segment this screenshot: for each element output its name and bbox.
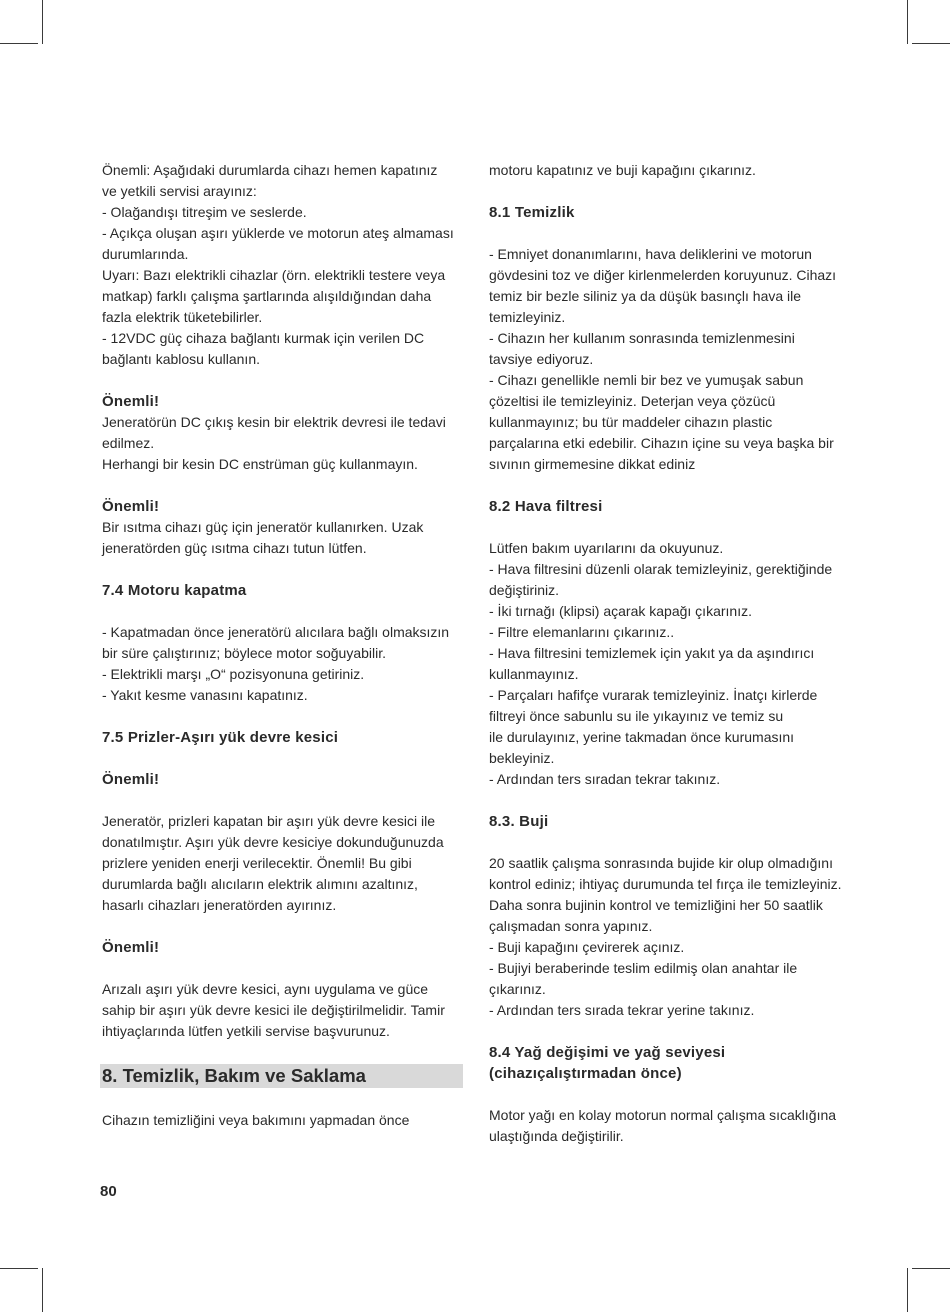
crop-mark bbox=[0, 1268, 38, 1269]
text-line: Uyarı: Bazı elektrikli cihazlar (örn. elektrikli testere veya bbox=[102, 267, 446, 283]
text-line: çözeltisi ile temizleyiniz. Deterjan veya çözücü bbox=[489, 393, 776, 409]
text-line: kontrol ediniz; ihtiyaç durumunda tel fırça ile temizleyiniz. bbox=[489, 876, 842, 892]
crop-mark bbox=[42, 0, 43, 44]
paragraph-warning-intro bbox=[102, 160, 464, 370]
text-line: sıvının girmemesine dikkat ediniz bbox=[489, 456, 696, 472]
text-line: Bir ısıtma cihazı güç için jeneratör kullanırken. Uzak bbox=[102, 519, 424, 535]
text-line: - Cihazın her kullanım sonrasında temizlenmesini bbox=[489, 330, 795, 346]
text-line: - Cihazı genellikle nemli bir bez ve yumuşak sabun bbox=[489, 372, 804, 388]
text-line: - Kapatmadan önce jeneratörü alıcılara bağlı olmaksızın bbox=[102, 624, 450, 640]
heading-7-4: 7.4 Motoru kapatma bbox=[102, 582, 247, 599]
text-line: - Hava filtresini düzenli olarak temizleyiniz, gerektiğinde bbox=[489, 561, 833, 577]
text-line: sahip bir aşırı yük devre kesici ile değiştirilmelidir. Tamir bbox=[102, 1002, 445, 1018]
text-line: Cihazın temizliğini veya bakımını yapmadan önce bbox=[102, 1112, 410, 1128]
text-line: bağlantı kablosu kullanın. bbox=[102, 351, 260, 367]
text-line: - Açıkça oluşan aşırı yüklerde ve motorun ateş almaması bbox=[102, 225, 454, 241]
heading-8-3: 8.3. Buji bbox=[489, 813, 549, 830]
section-8-banner bbox=[100, 1064, 463, 1088]
text-line: - Bujiyi beraberinde teslim edilmiş olan anahtar ile bbox=[489, 960, 798, 976]
text-line: kullanmayınız; bu tür maddeler cihazın plastic bbox=[489, 414, 773, 430]
left-column bbox=[102, 160, 464, 1131]
text-line: durumlarında. bbox=[102, 246, 189, 262]
paragraph-spark-plug bbox=[489, 853, 851, 1021]
text-line: matkap) farklı çalışma şartlarında alışıldığından daha bbox=[102, 288, 432, 304]
text-line: motoru kapatınız ve buji kapağını çıkarınız. bbox=[489, 162, 756, 178]
text-line: 8.4 Yağ değişimi ve yağ seviyesi bbox=[489, 1044, 726, 1061]
text-line: tavsiye ediyoruz. bbox=[489, 351, 594, 367]
text-line: - Emniyet donanımlarını, hava deliklerini ve motorun bbox=[489, 246, 812, 262]
text-line: - Parçaları hafifçe vurarak temizleyiniz. İnatçı kirlerde bbox=[489, 687, 818, 703]
text-line: fazla elektrik tüketebilirler. bbox=[102, 309, 263, 325]
text-line: - Buji kapağını çevirerek açınız. bbox=[489, 939, 685, 955]
heading-important-4: Önemli! bbox=[102, 939, 160, 956]
crop-mark bbox=[42, 1268, 43, 1312]
text-line: kullanmayınız. bbox=[489, 666, 579, 682]
text-line: Motor yağı en kolay motorun normal çalışma sıcaklığına bbox=[489, 1107, 837, 1123]
text-line: - Elektrikli marşı „O“ pozisyonuna getiriniz. bbox=[102, 666, 365, 682]
page-number: 80 bbox=[100, 1183, 117, 1200]
text-line: gövdesini toz ve diğer kirlenmelerden koruyunuz. Cihazı bbox=[489, 267, 837, 283]
text-line: Daha sonra bujinin kontrol ve temizliğini her 50 saatlik bbox=[489, 897, 823, 913]
paragraph-dc-output bbox=[102, 412, 464, 475]
right-column bbox=[489, 160, 851, 1147]
text-line: parçalarına etki edebilir. Cihazın içine su veya başka bir bbox=[489, 435, 834, 451]
paragraph-cleaning-intro-cont bbox=[489, 160, 851, 181]
text-line: çalışmadan sonra yapınız. bbox=[489, 918, 653, 934]
text-line: - Olağandışı titreşim ve seslerde. bbox=[102, 204, 307, 220]
paragraph-circuit-breaker bbox=[102, 811, 464, 916]
paragraph-air-filter bbox=[489, 538, 851, 790]
paragraph-cleaning bbox=[489, 244, 851, 475]
heading-8-1: 8.1 Temizlik bbox=[489, 204, 575, 221]
heading-8-2: 8.2 Hava filtresi bbox=[489, 498, 603, 515]
text-line: prizlere yeniden enerji verilecektir. Önemli! Bu gibi bbox=[102, 855, 412, 871]
text-line: Jeneratör, prizleri kapatan bir aşırı yük devre kesici ile bbox=[102, 813, 436, 829]
heading-8-4 bbox=[489, 1042, 851, 1084]
crop-mark bbox=[0, 43, 38, 44]
text-line: - Hava filtresini temizlemek için yakıt ya da aşındırıcı bbox=[489, 645, 815, 661]
text-line: edilmez. bbox=[102, 435, 155, 451]
text-line: ile durulayınız, yerine takmadan önce kurumasını bbox=[489, 729, 795, 745]
text-line: ihtiyaçlarında lütfen yetkili servise başvurunuz. bbox=[102, 1023, 390, 1039]
text-line: 20 saatlik çalışma sonrasında bujide kir olup olmadığını bbox=[489, 855, 833, 871]
text-line: hasarlı cihazları jeneratörden ayırınız. bbox=[102, 897, 337, 913]
paragraph-heating-device bbox=[102, 517, 464, 559]
paragraph-faulty-breaker bbox=[102, 979, 464, 1042]
text-line: Önemli: Aşağıdaki durumlarda cihazı hemen kapatınız bbox=[102, 162, 438, 178]
paragraph-cleaning-intro bbox=[102, 1110, 464, 1131]
text-line: (cihazıçalıştırmadan önce) bbox=[489, 1065, 682, 1082]
text-line: temiz bir bezle siliniz ya da düşük basınçlı hava ile bbox=[489, 288, 802, 304]
text-line: bir süre çalıştırınız; böylece motor soğuyabilir. bbox=[102, 645, 387, 661]
text-line: Herhangi bir kesin DC enstrüman güç kullanmayın. bbox=[102, 456, 418, 472]
text-line: - Ardından ters sırada tekrar yerine takınız. bbox=[489, 1002, 755, 1018]
heading-7-5: 7.5 Prizler-Aşırı yük devre kesici bbox=[102, 729, 339, 746]
heading-important-2: Önemli! bbox=[102, 498, 160, 515]
text-line: temizleyiniz. bbox=[489, 309, 566, 325]
crop-mark bbox=[907, 0, 908, 44]
text-line: - Ardından ters sıradan tekrar takınız. bbox=[489, 771, 721, 787]
text-line: - Yakıt kesme vanasını kapatınız. bbox=[102, 687, 308, 703]
text-line: çıkarınız. bbox=[489, 981, 546, 997]
text-line: durumlarda bağlı alıcıların elektrik alımını azaltınız, bbox=[102, 876, 418, 892]
text-line: - İki tırnağı (klipsi) açarak kapağı çıkarınız. bbox=[489, 603, 752, 619]
text-line: Arızalı aşırı yük devre kesici, aynı uygulama ve güce bbox=[102, 981, 429, 997]
paragraph-engine-stop bbox=[102, 622, 464, 706]
paragraph-oil-change bbox=[489, 1105, 851, 1147]
text-line: ulaştığında değiştirilir. bbox=[489, 1128, 624, 1144]
crop-mark bbox=[912, 1268, 950, 1269]
text-line: değiştiriniz. bbox=[489, 582, 560, 598]
crop-mark bbox=[912, 43, 950, 44]
text-line: - 12VDC güç cihaza bağlantı kurmak için verilen DC bbox=[102, 330, 425, 346]
text-line: donatılmıştır. Aşırı yük devre kesiciye dokunduğunuzda bbox=[102, 834, 444, 850]
text-line: filtreyi önce sabunlu su ile yıkayınız ve temiz su bbox=[489, 708, 784, 724]
text-line: bekleyiniz. bbox=[489, 750, 555, 766]
text-line: Lütfen bakım uyarılarını da okuyunuz. bbox=[489, 540, 724, 556]
heading-important-3: Önemli! bbox=[102, 771, 160, 788]
section-8-title: 8. Temizlik, Bakım ve Saklama bbox=[102, 1065, 366, 1086]
heading-important-1: Önemli! bbox=[102, 393, 160, 410]
text-line: - Filtre elemanlarını çıkarınız.. bbox=[489, 624, 675, 640]
text-line: jeneratörden güç ısıtma cihazı tutun lütfen. bbox=[102, 540, 367, 556]
crop-mark bbox=[907, 1268, 908, 1312]
text-line: Jeneratörün DC çıkış kesin bir elektrik devresi ile tedavi bbox=[102, 414, 446, 430]
text-line: ve yetkili servisi arayınız: bbox=[102, 183, 257, 199]
